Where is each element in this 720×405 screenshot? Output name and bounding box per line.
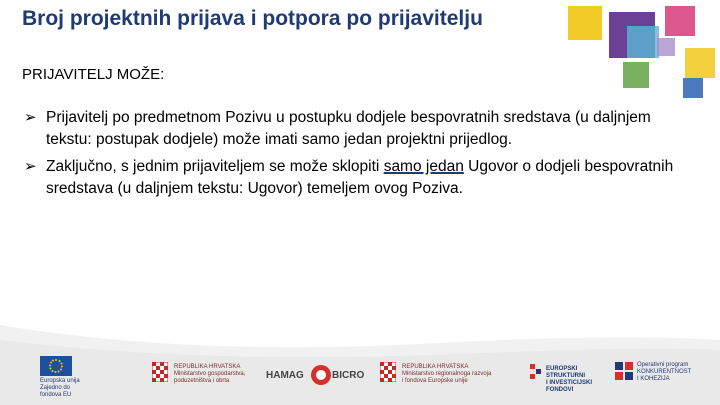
hamag-bicro-logo [266, 352, 366, 402]
eu-logo-line-2: Zajedno do fondova EU [40, 385, 72, 398]
bullet-2-underlined: samo jedan [383, 158, 464, 175]
mingo-line-3: poduzetništva i obrta [174, 378, 230, 384]
mrrfeu-line-1: REPUBLIKA HRVATSKA [402, 364, 469, 370]
esi-fondovi-logo [530, 352, 600, 402]
deco-square-yellow [568, 6, 602, 40]
esi-line-2: I INVESTICIJSKI FONDOVI [546, 380, 593, 393]
bullet-2-text-before: Zaključno, s jednim prijaviteljem se može sklopiti [46, 158, 384, 175]
deco-square-red [665, 6, 695, 36]
op-line-1: Operativni program [637, 362, 689, 368]
footer-logos [0, 352, 720, 402]
mingo-line-1: REPUBLIKA HRVATSKA [174, 364, 241, 370]
op-line-3: I KOHEZIJA [637, 376, 670, 382]
ministarstvo-regionalnog-razvoja-logo [380, 352, 510, 402]
bullet-2 [24, 156, 694, 200]
decorative-squares [565, 0, 720, 100]
esi-squares-icon [530, 364, 542, 380]
bicro-circle-icon [310, 364, 332, 386]
mrrfeu-line-3: i fondova Europske unije [402, 378, 468, 384]
eu-flag-icon [40, 356, 72, 376]
deco-square-blue [683, 78, 703, 98]
operativni-program-logo [615, 352, 705, 402]
mrrfeu-line-2: Ministarstvo regionalnoga razvoja [402, 371, 492, 377]
op-line-2: KONKURENTNOST [637, 369, 692, 375]
eu-logo-line-1: Europska unija [40, 378, 80, 384]
slide-title: Broj projektnih prijava i potpora po prijavitelju [22, 7, 483, 30]
hamag-text: HAMAG [266, 370, 304, 381]
arrow-bullet-icon: ➢ [24, 109, 37, 126]
bullet-1-text: Prijavitelj po predmetnom Pozivu u postupku dodjele bespovratnih sredstava (u daljnjem tekstu: postupak dodjele) može imati samo jedan projektni prijedlog. [46, 109, 651, 148]
mingo-line-2: Ministarstvo gospodarstva, [174, 371, 246, 377]
ministarstvo-gospodarstva-logo [152, 352, 262, 402]
deco-square-cyan [627, 26, 659, 58]
esi-line-1: EUROPSKI STRUKTURNI [546, 366, 585, 379]
deco-square-green [623, 62, 649, 88]
bicro-text: BICRO [332, 370, 365, 381]
croatian-coat-of-arms-icon [380, 362, 396, 382]
eu-logo [36, 352, 86, 402]
bullet-1 [24, 107, 694, 151]
bullet-2-text [46, 156, 694, 200]
subtitle: PRIJAVITELJ MOŽE: [22, 66, 165, 83]
croatian-coat-of-arms-icon [152, 362, 168, 382]
deco-square-purple-light [657, 38, 675, 56]
deco-square-yellow-small [685, 48, 715, 78]
arrow-bullet-icon: ➢ [24, 158, 37, 175]
op-squares-icon [615, 362, 633, 380]
bullet-2-text-after: Ugovor o dodjeli bespovratnih sredstava (u daljnjem tekstu: Ugovor) temeljem ovog Poziva. [46, 158, 674, 197]
